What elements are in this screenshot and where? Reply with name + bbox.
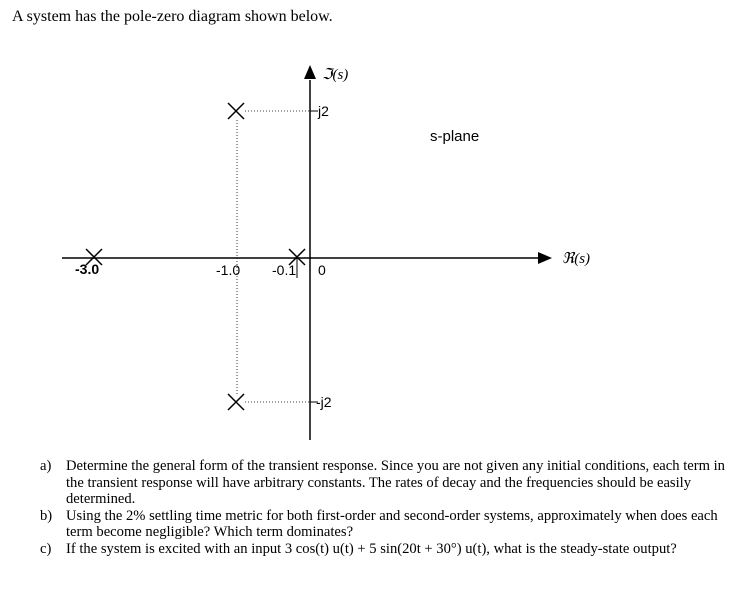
- real-axis-label: ℜ(s): [562, 251, 591, 267]
- tick-label-neg01: -0.1: [272, 262, 297, 278]
- question-letter: c): [40, 540, 52, 557]
- tick-label-neg1: -1.0: [216, 262, 241, 278]
- question-item: [40, 458, 730, 508]
- question-item: [40, 508, 730, 541]
- imaginary-axis-arrowhead: [304, 65, 316, 79]
- tick-label-zero: 0: [318, 262, 326, 278]
- imag-axis-label: ℑ(s): [322, 67, 349, 83]
- real-axis-arrowhead: [538, 252, 552, 264]
- pole-marker: [228, 103, 244, 119]
- tick-label-neg3: -3.0: [75, 261, 100, 277]
- question-text: Determine the general form of the transient response. Since you are not given any initial conditions, each term in the transient response will have arbitrary constants. The rates of decay and the frequencies should be easily determined.: [66, 458, 725, 508]
- question-letter: a): [40, 458, 52, 474]
- question-letter: b): [40, 507, 53, 524]
- tick-label-j2: j2: [318, 103, 329, 119]
- s-plane-label: s-plane: [430, 128, 480, 145]
- question-text: Using the 2% settling time metric for both first-order and second-order systems, approximately when does each term become negligible? Which term dominates?: [66, 507, 718, 541]
- question-text: If the system is excited with an input 3 cos(t) u(t) + 5 sin(20t + 30°) u(t), what is the steady-state output?: [66, 540, 677, 557]
- question-item: [40, 541, 730, 558]
- problem-intro: A system has the pole-zero diagram shown below.: [12, 8, 333, 25]
- question-list: [40, 458, 730, 558]
- tick-label-negj2: -j2: [316, 394, 332, 410]
- pole-marker: [228, 394, 244, 410]
